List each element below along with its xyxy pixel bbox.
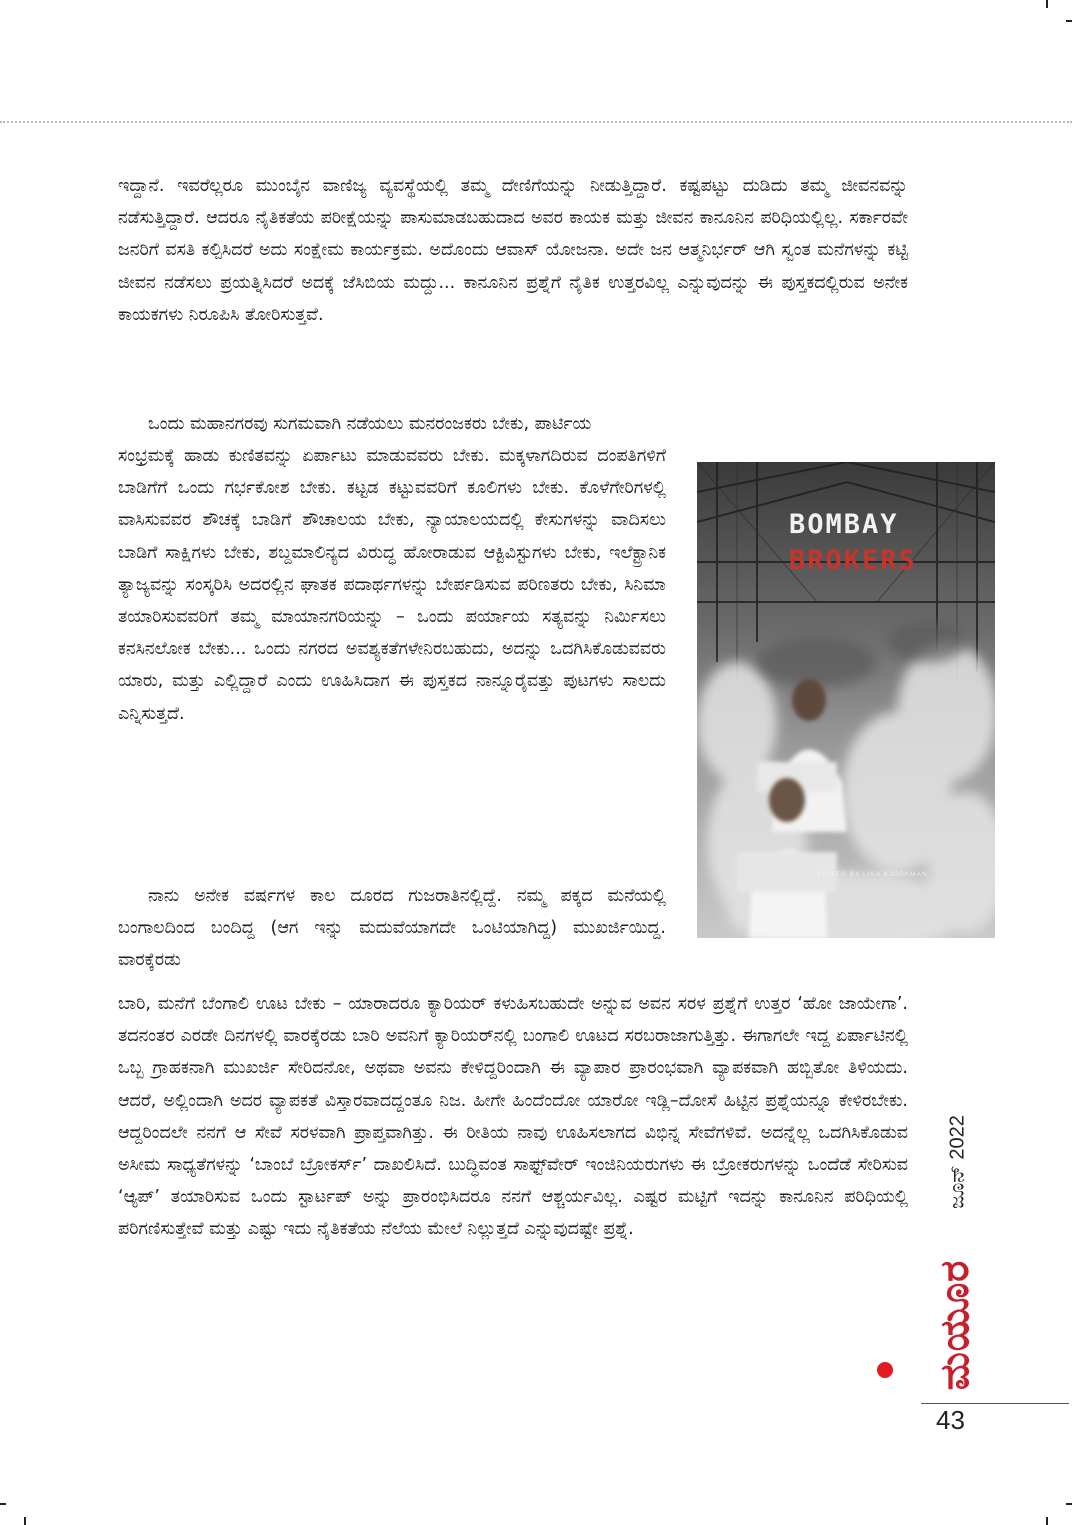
article-paragraph: ಒಂದು ಮಹಾನಗರವು ಸುಗಮವಾಗಿ ನಡೆಯಲು ಮನರಂಜಕರು ಬೇಕು, ಪಾರ್ಟಿಯ [148,414,592,434]
crop-mark [1046,1517,1048,1525]
crop-mark [1046,0,1048,8]
article-paragraph: ನಾನು ಅನೇಕ ವರ್ಷಗಳ ಕಾಲ ದೂರದ ಗುಜರಾತಿನಲ್ಲಿದ್ದೆ. ನಮ್ಮ ಪಕ್ಕದ ಮನೆಯಲ್ಲಿ ಬಂಗಾಲದಿಂದ ಬಂದಿದ್ದ (ಆಗ ಇನ್ನು ಮದುವೆಯಾಗದೇ ಒಂಟಿಯಾಗಿದ್ದ) ಮುಖರ್ಜಿಯಿದ್ದ. ವಾರಕ್ಕೆರಡು [118,886,666,971]
article-paragraph: ಇದ್ದಾನೆ. ಇವರೆಲ್ಲರೂ ಮುಂಬೈನ ವಾಣಿಜ್ಯ ವ್ಯವಸ್ಥೆಯಲ್ಲಿ ತಮ್ಮ ದೇಣಿಗೆಯನ್ನು ನೀಡುತ್ತಿದ್ದಾರೆ. ಕಷ್ಟಪಟ್ಟು ದುಡಿದು ತಮ್ಮ ಜೀವನವನ್ನು ನಡೆಸುತ್ತಿದ್ದಾರೆ. ಆದರೂ ನೈತಿಕತೆಯ ಪರೀಕ್ಷೆಯನ್ನು ಪಾಸುಮಾಡಬಹುದಾದ ಅವರ ಕಾಯಕ ಮತ್ತು ಜೀವನ ಕಾನೂನಿನ ಪರಿಧಿಯಲ್ಲಿಲ್ಲ. ಸರ್ಕಾರವೇ ಜನರಿಗೆ ವಸತಿ ಕಲ್ಪಿಸಿದರೆ ಅದು ಸಂಕ್ಷೇಮ ಕಾರ್ಯಕ್ರಮ. ಅದೊಂದು ಆವಾಸ್ ಯೋಜನಾ. ಅದೇ ಜನ ಆತ್ಮನಿರ್ಭರ್ ಆಗಿ ಸ್ವಂತ ಮನೆಗಳನ್ನು ಕಟ್ಟಿ ಜೀವನ ನಡೆಸಲು ಪ್ರಯತ್ನಿಸಿದರೆ ಅದಕ್ಕೆ ಜೆಸಿಬಿಯ ಮದ್ದು... ಕಾನೂನಿನ ಪ್ರಶ್ನೆಗೆ ನೈತಿಕ ಉತ್ತರವಿಲ್ಲ ಎನ್ನುವುದನ್ನು ಈ ಪುಸ್ತಕದಲ್ಲಿರುವ ಅನೇಕ ಕಾಯಕಗಳು ನಿರೂಪಿಸಿ ತೋರಿಸುತ್ತವೆ. [118,176,908,325]
crop-mark [1066,1503,1072,1505]
page-number: 43 [936,1405,965,1435]
crop-mark [1066,20,1072,22]
cover-title-brokers: BROKERS [789,545,917,576]
crop-mark [24,1517,26,1525]
issue-date: ಜೂನ್ 2022 [946,1115,969,1209]
header-dotted-rule [0,121,1072,123]
book-cover-image [697,462,995,938]
article-paragraph: ಬಾರಿ, ಮನೆಗೆ ಬೆಂಗಾಲಿ ಊಟ ಬೇಕು – ಯಾರಾದರೂ ಕ್ಯಾರಿಯರ್ ಕಳುಹಿಸಬಹುದೇ ಅನ್ನುವ ಅವನ ಸರಳ ಪ್ರಶ್ನೆಗೆ ಉತ್ತರ ‘ಹೋ ಜಾಯೇಗಾ’. ತದನಂತರ ಎರಡೇ ದಿನಗಳಲ್ಲಿ ವಾರಕ್ಕೆರಡು ಬಾರಿ ಅವನಿಗೆ ಕ್ಯಾರಿಯರ್‌ನಲ್ಲಿ ಬಂಗಾಲಿ ಊಟದ ಸರಬರಾಜಾಗುತ್ತಿತ್ತು. ಈಗಾಗಲೇ ಇದ್ದ ಏರ್ಪಾಟಿನಲ್ಲಿ ಒಬ್ಬ ಗ್ರಾಹಕನಾಗಿ ಮುಖರ್ಜಿ ಸೇರಿದನೋ, ಅಥವಾ ಅವನು ಕೇಳಿದ್ದರಿಂದಾಗಿ ಈ ವ್ಯಾಪಾರ ಪ್ರಾರಂಭವಾಗಿ ವ್ಯಾಪಕವಾಗಿ ಹಬ್ಬಿತೋ ತಿಳಿಯದು. ಆದರೆ, ಅಲ್ಲಿಂದಾಗಿ ಅದರ ವ್ಯಾಪಕತೆ ವಿಸ್ತಾರವಾದದ್ದಂತೂ ನಿಜ. ಹೀಗೇ ಹಿಂದೆಂದೋ ಯಾರೋ ಇಡ್ಲಿ–ದೋಸೆ ಹಿಟ್ಟಿನ ಪ್ರಶ್ನೆಯನ್ನೂ ಕೇಳಿರಬೇಕು. ಆದ್ದರಿಂದಲೇ ನನಗೆ ಆ ಸೇವೆ ಸರಳವಾಗಿ ಪ್ರಾಪ್ತವಾಗಿತ್ತು. ಈ ರೀತಿಯ ನಾವು ಊಹಿಸಲಾಗದ ವಿಭಿನ್ನ ಸೇವೆಗಳಿವೆ. ಅದನ್ನೆಲ್ಲ ಒದಗಿಸಿಕೊಡುವ ಅಸೀಮ ಸಾಧ್ಯತೆಗಳನ್ನು ‘ಬಾಂಬೆ ಬ್ರೋಕರ್ಸ್’ ದಾಖಲಿಸಿದೆ. ಬುದ್ಧಿವಂತ ಸಾಫ್ಟ್‌ವೇರ್ ಇಂಜಿನಿಯರುಗಳು ಈ ಬ್ರೋಕರುಗಳನ್ನು ಒಂದೆಡೆ ಸೇರಿಸುವ ‘ಆ್ಯಪ್’ ತಯಾರಿಸುವ ಒಂದು ಸ್ಟಾರ್ಟಪ್ ಅನ್ನು ಪ್ರಾರಂಭಿಸಿದರೂ ನನಗೆ ಆಶ್ಚರ್ಯವಿಲ್ಲ. ಎಷ್ಟರ ಮಟ್ಟಿಗೆ ಇದನ್ನು ಕಾನೂನಿನ ಪರಿಧಿಯಲ್ಲಿ ಪರಿಗಣಿಸುತ್ತೇವೆ ಮತ್ತು ಎಷ್ಟು ಇದು ನೈತಿಕತೆಯ ನೆಲೆಯ ಮೇಲೆ ನಿಲ್ಲುತ್ತದೆ ಎನ್ನುವುದಷ್ಟೇ ಪ್ರಶ್ನೆ. [118,994,908,1240]
end-mark-dot [877,1362,893,1378]
cover-title-bombay: BOMBAY [789,509,899,540]
crop-mark [0,1503,6,1505]
page-number-rule [921,1403,1069,1404]
magazine-logo: ಮಯೂರ [932,1259,978,1391]
article-paragraph: ಸಂಭ್ರಮಕ್ಕೆ ಹಾಡು ಕುಣಿತವನ್ನು ಏರ್ಪಾಟು ಮಾಡುವವರು ಬೇಕು. ಮಕ್ಕಳಾಗದಿರುವ ದಂಪತಿಗಳಿಗೆ ಬಾಡಿಗೆಗೆ ಒಂದು ಗರ್ಭಕೋಶ ಬೇಕು. ಕಟ್ಟಡ ಕಟ್ಟುವವರಿಗೆ ಕೂಲಿಗಳು ಬೇಕು. ಕೊಳೆಗೇರಿಗಳಲ್ಲಿ ವಾಸಿಸುವವರ ಶೌಚಕ್ಕೆ ಬಾಡಿಗೆ ಶೌಚಾಲಯ ಬೇಕು, ನ್ಯಾಯಾಲಯದಲ್ಲಿ ಕೇಸುಗಳನ್ನು ವಾದಿಸಲು ಬಾಡಿಗೆ ಸಾಕ್ಷಿಗಳು ಬೇಕು, ಶಬ್ದಮಾಲಿನ್ಯದ ವಿರುದ್ಧ ಹೋರಾಡುವ ಆಕ್ಟಿವಿಸ್ಟುಗಳು ಬೇಕು, ಇಲೆಕ್ಟ್ರಾನಿಕ ತ್ಯಾಜ್ಯವನ್ನು ಸಂಸ್ಕರಿಸಿ ಅದರಲ್ಲಿನ ಘಾತಕ ಪದಾರ್ಥಗಳನ್ನು ಬೇರ್ಪಡಿಸುವ ಪರಿಣತರು ಬೇಕು, ಸಿನಿಮಾ ತಯಾರಿಸುವವರಿಗೆ ತಮ್ಮ ಮಾಯಾನಗರಿಯನ್ನು – ಒಂದು ಪರ್ಯಾಯ ಸತ್ಯವನ್ನು ನಿರ್ಮಿಸಲು ಕನಸಿನಲೋಕ ಬೇಕು... ಒಂದು ನಗರದ ಅವಶ್ಯಕತೆಗಳೇನಿರಬಹುದು, ಅದನ್ನು ಒದಗಿಸಿಕೊಡುವವರು ಯಾರು, ಮತ್ತು ಎಲ್ಲಿದ್ದಾರೆ ಎಂದು ಊಹಿಸಿದಾಗ ಈ ಪುಸ್ತಕದ ನಾನ್ನೂರೈವತ್ತು ಪುಟಗಳು ಸಾಲದು ಎನ್ನಿಸುತ್ತದೆ. [118,446,666,724]
cover-editor-credit: EDITED BY LISA BJÖRKMAN [817,871,928,878]
